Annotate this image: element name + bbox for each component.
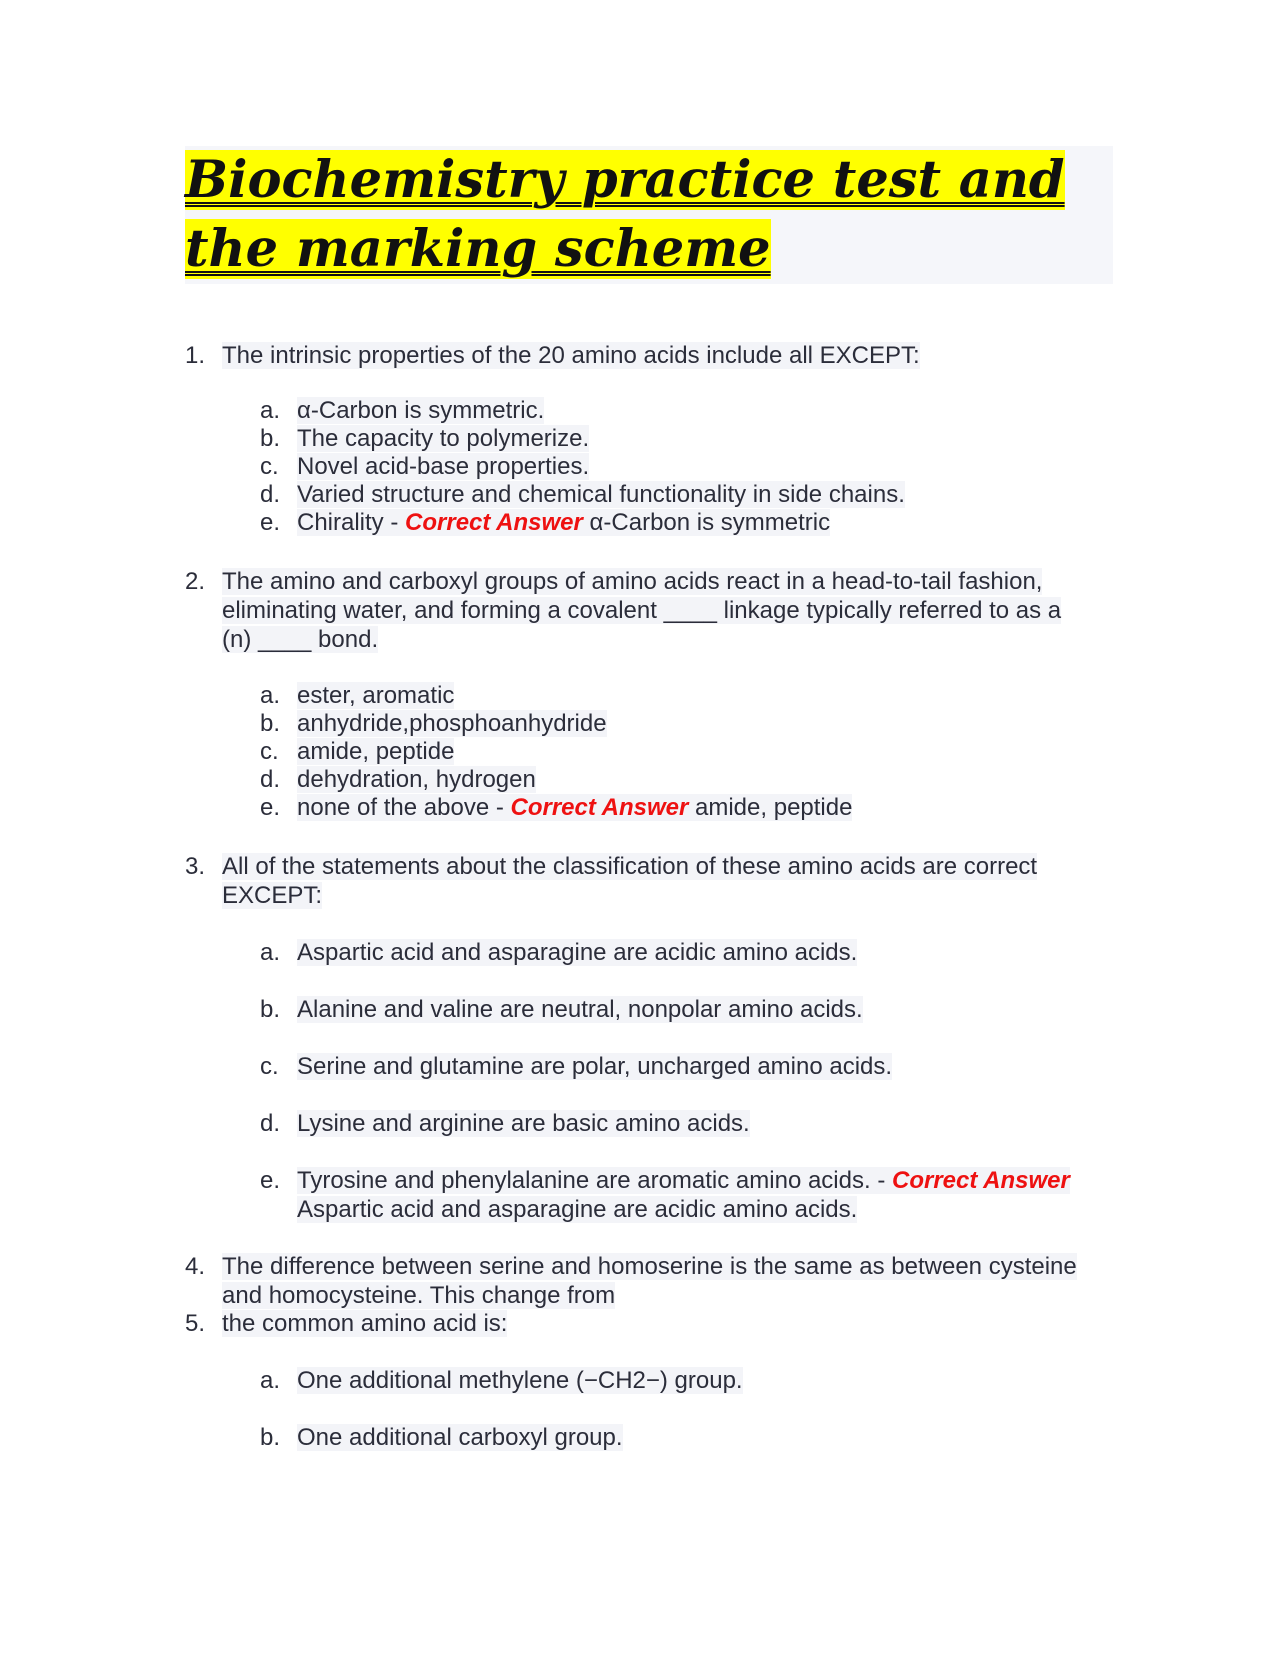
option-letter: a. [260,397,281,424]
option-letter: a. [260,939,281,966]
option-text: ester, aromatic [297,682,455,709]
correct-answer-label: Correct Answer [510,794,689,821]
option-text: dehydration, hydrogen [297,766,536,793]
option-letter: e. [260,794,281,821]
option-text: Chirality - Correct Answer α-Carbon is symmetric [297,509,831,536]
option-letter: a. [260,682,281,709]
question-number: 2. [185,568,206,595]
option-text: Alanine and valine are neutral, nonpolar amino acids. [297,996,863,1023]
question-text: All of the statements about the classification of these amino acids are correct EXCEPT: [222,853,1038,909]
option-letter: d. [260,481,281,508]
option-letter: c. [260,1053,279,1080]
option-text: Aspartic acid and asparagine are acidic amino acids. [297,939,858,966]
option-text: α-Carbon is symmetric. [297,397,545,424]
question-text: The intrinsic properties of the 20 amino acids include all EXCEPT: [222,342,920,369]
option-letter: d. [260,766,281,793]
option-letter: e. [260,1167,281,1194]
question-number: 1. [185,342,206,369]
question-number: 5. [185,1310,206,1337]
option-text: Novel acid-base properties. [297,453,590,480]
correct-answer-label: Correct Answer [891,1167,1070,1194]
option-text: One additional methylene (−CH2−) group. [297,1367,743,1394]
option-text: Lysine and arginine are basic amino acids. [297,1110,750,1137]
option-letter: b. [260,425,281,452]
option-letter: b. [260,710,281,737]
option-letter: c. [260,453,279,480]
option-text: Serine and glutamine are polar, uncharged amino acids. [297,1053,893,1080]
option-text: The capacity to polymerize. [297,425,590,452]
option-letter: b. [260,1424,281,1451]
question-number: 4. [185,1253,206,1280]
option-letter: e. [260,509,281,536]
question-number: 3. [185,853,206,880]
option-letter: a. [260,1367,281,1394]
question-text: the common amino acid is: [222,1310,508,1337]
document-title [185,146,1113,284]
option-text: anhydride,phosphoanhydride [297,710,607,737]
question-text: The difference between serine and homoserine is the same as between cysteine and homocysteine. This change from [222,1253,1077,1309]
option-text: none of the above - Correct Answer amide, peptide [297,794,853,821]
option-text: One additional carboxyl group. [297,1424,623,1451]
option-letter: c. [260,738,279,765]
option-letter: d. [260,1110,281,1137]
option-text: Tyrosine and phenylalanine are aromatic amino acids. - Correct Answer Aspartic acid and asparagine are acidic amino acids. [297,1167,1070,1223]
question-text: The amino and carboxyl groups of amino acids react in a head-to-tail fashion, eliminating water, and forming a covalent ____ linkage typically referred to as a (n) ____ bond. [222,568,1062,653]
option-text: Varied structure and chemical functionality in side chains. [297,481,905,508]
option-letter: b. [260,996,281,1023]
correct-answer-label: Correct Answer [405,509,583,536]
option-text: amide, peptide [297,738,455,765]
title-text: Biochemistry practice test and the marking scheme [185,150,1065,279]
